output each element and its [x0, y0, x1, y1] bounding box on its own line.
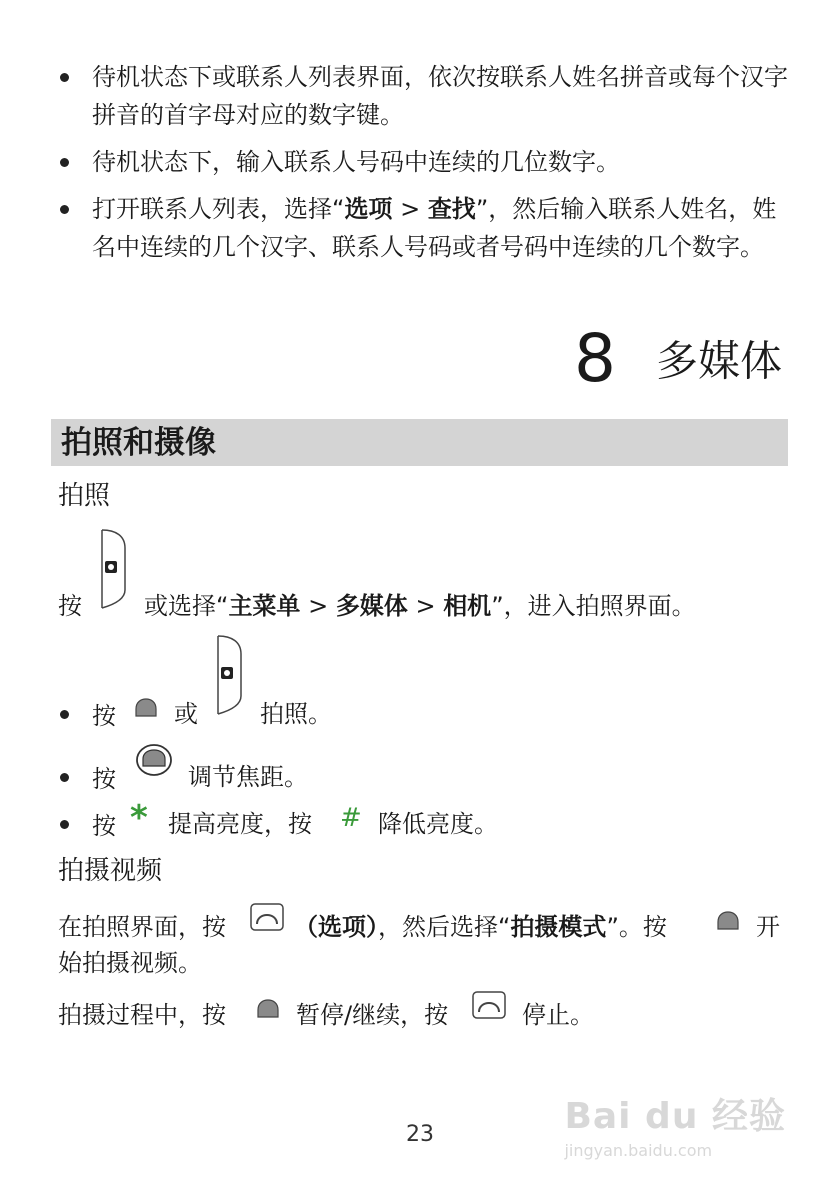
chapter-title: 多媒体 [655, 336, 782, 386]
hash-key-icon: # [340, 803, 362, 833]
watermark-logo: Bai du 经验 [564, 1096, 786, 1137]
section-bar [51, 419, 788, 466]
video-p1-pre: 在拍照界面，按 [58, 913, 226, 941]
shoot-press: 按 [92, 702, 116, 730]
focus-press: 按 [92, 765, 116, 793]
camera-key-icon [210, 634, 244, 716]
bullet-dot [60, 710, 69, 719]
video-p1-text: （选项），然后选择“拍摄模式”。按 [294, 913, 667, 941]
bright-press: 按 [92, 812, 116, 840]
bullet-dot [60, 820, 69, 829]
list-item: 待机状态下，输入联系人号码中连续的几位数字。 [58, 143, 788, 181]
watermark-url: jingyan.baidu.com [564, 1141, 713, 1160]
subheading-photo: 拍照 [58, 481, 111, 511]
ok-key-icon [256, 999, 280, 1019]
star-key-icon: * [130, 798, 148, 838]
chapter-number: 8 [573, 320, 616, 397]
search-tips-list [58, 58, 788, 275]
nav-key-icon [135, 744, 173, 778]
list-item: 打开联系人列表，选择“选项 > 查找”，然后输入联系人姓名，姓名中连续的几个汉字、联系人号码或者号码中连续的几个数字。 [58, 190, 788, 266]
bullet-dot [60, 773, 69, 782]
watermark [564, 1088, 786, 1160]
subheading-video: 拍摄视频 [58, 856, 163, 886]
list-item: 待机状态下或联系人列表界面，依次按联系人姓名拼音或每个汉字拼音的首字母对应的数字键。 [58, 58, 788, 134]
section-title: 拍照和摄像 [61, 425, 216, 461]
page-number: 23 [406, 1122, 434, 1147]
intro-text: 或选择“主菜单 > 多媒体 > 相机”，进入拍照界面。 [144, 592, 696, 620]
video-p2-mid: 暂停/继续，按 [296, 1001, 449, 1029]
intro-press: 按 [58, 592, 82, 620]
video-p2-post: 停止。 [522, 1001, 594, 1029]
ok-key-icon [134, 698, 158, 718]
chapter-heading [574, 320, 782, 397]
shoot-text: 拍照。 [260, 700, 332, 728]
video-p1-post: 开始拍摄视频。 [58, 913, 780, 977]
bright-mid: 提高亮度，按 [168, 810, 312, 838]
video-p2-pre: 拍摄过程中，按 [58, 1001, 226, 1029]
camera-key-icon [94, 528, 128, 610]
focus-text: 调节焦距。 [188, 763, 308, 791]
right-softkey-icon [472, 991, 506, 1019]
bright-post: 降低亮度。 [378, 810, 498, 838]
shoot-or: 或 [174, 700, 198, 728]
